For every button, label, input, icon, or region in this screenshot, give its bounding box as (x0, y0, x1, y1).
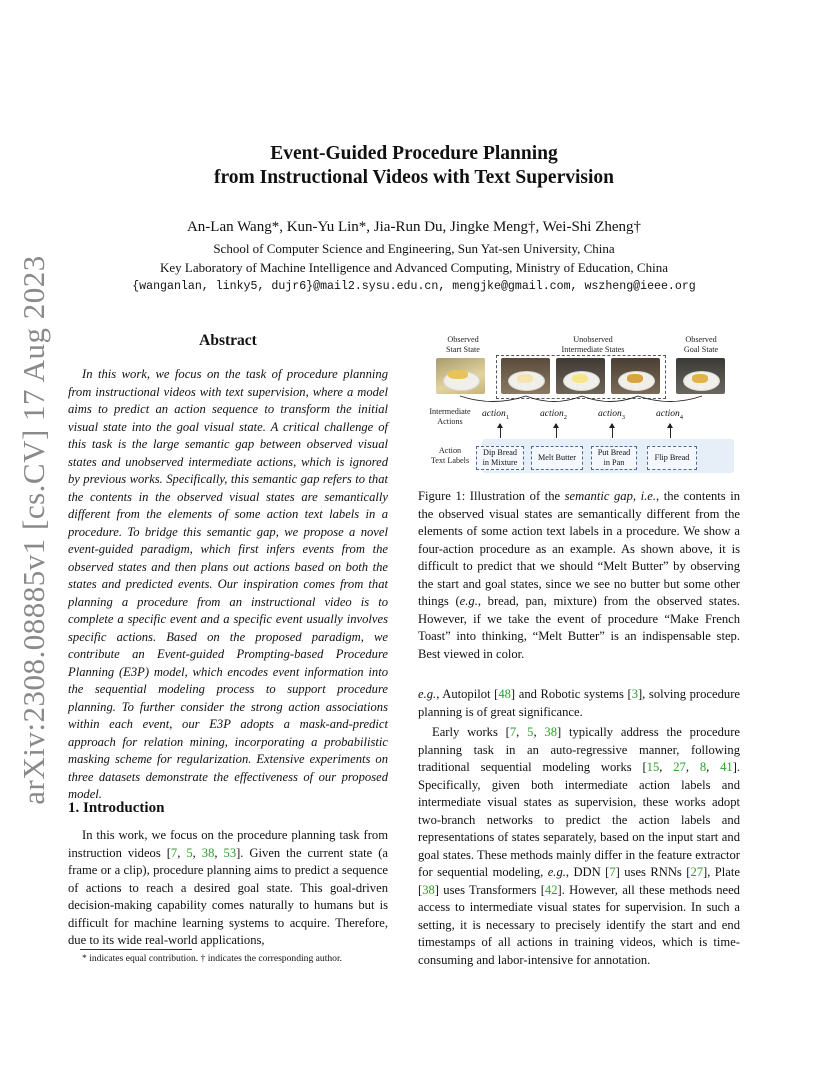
abstract-text: In this work, we focus on the task of procedure planning from instructional videos with text supervision, where a model aims to predict an action sequence to transform the initial visual state into the goal visual state. A critical challenge of this task is the large semantic gap between observed visual states and unobserved intermediate actions, which is ignored by previous works. Specifically, this semantic gap refers to that the contents in the observed visual states are semantically different from the elements of some action text labels in a procedure. To bridge this semantic gap, we propose a novel event-guided paradigm, which first infers events from the observed states and then plans out actions based on both the states and predicted events. Our inspiration comes from that planning a procedure from an instructional video is to complete a specific event and a specific event usually involves specific actions. Based on the proposed paradigm, we contribute an Event-guided Prompting-based Procedure Planning (E3P) model, which encodes event information into the sequential modeling process to support procedure planning. To further consider the strong action associations within each event, our E3P adopts a mask-and-predict approach for relation mining, incorporating a probabilistic masking scheme for regularization. Extensive experiments on three datasets demonstrate the effectiveness of our proposed model. (68, 367, 388, 801)
affiliation-2: Key Laboratory of Machine Intelligence and Advanced Computing, Ministry of Education, China (160, 260, 668, 275)
citation-link[interactable]: 7 (170, 845, 178, 860)
action-3-label: action$_3$ (598, 409, 625, 421)
intermediate-state-image-2 (556, 358, 605, 394)
text-label-melt-butter: Melt Butter (531, 446, 583, 470)
label-intermediate-states: Unobserved Intermediate States (561, 335, 625, 354)
citation-link[interactable]: 48 (498, 687, 511, 701)
action-arcs (418, 393, 740, 415)
arrow-up-icon (500, 424, 501, 438)
figure-1-caption: Figure 1: Illustration of the semantic gap, i.e., the contents in the observed visual states are semantically different from the elements of some action text labels in a procedure. We show a four-action procedure as an example. As shown above, it is difficult to predict that we should “Melt Butter” by observing the start and goal states, since we see no butter but some other things (e.g., bread, pan, mixture) from the observed states. However, if we take the event of procedure “Make French Toast” into thinking, “Melt Butter” is an indispensable step. Best viewed in color. (418, 489, 741, 661)
citation-link[interactable]: 5 (527, 725, 534, 739)
author-list: An-Lan Wang*, Kun-Yu Lin*, Jia-Run Du, Jingke Meng†, Wei-Shi Zheng† (186, 219, 642, 235)
action-2-label: action$_2$ (540, 409, 567, 421)
citation-link[interactable]: 15 (646, 760, 660, 774)
footnote-divider (80, 949, 192, 950)
action-4-label: action$_4$ (656, 409, 683, 421)
intermediate-state-image-1 (501, 358, 550, 394)
citation-link[interactable]: 7 (609, 865, 616, 879)
text-label-flip-bread: Flip Bread (647, 446, 697, 470)
arrow-up-icon (556, 424, 557, 438)
citation-link[interactable]: 38 (201, 845, 215, 860)
affiliation-1: School of Computer Science and Engineering, Sun Yat-sen University, China (213, 241, 615, 256)
label-start-state: Observed Start State (446, 335, 480, 354)
citation-link[interactable]: 38 (544, 725, 557, 739)
abstract-heading: Abstract (199, 332, 257, 349)
intermediate-state-image-3 (611, 358, 660, 394)
citation-link[interactable]: 8 (699, 760, 707, 774)
citation-link[interactable]: 53 (223, 845, 237, 860)
goal-state-image (676, 358, 725, 394)
citation-link[interactable]: 27 (673, 760, 686, 774)
arxiv-identifier: arXiv:2308.08885v1 [cs.CV] 17 Aug 2023 (16, 255, 51, 805)
paper-title-line-1: Event-Guided Procedure Planning (270, 143, 558, 164)
footnote: * indicates equal contribution. † indicates the corresponding author. (82, 953, 343, 964)
paper-title-line-2: from Instructional Videos with Text Supervision (214, 167, 614, 188)
introduction-heading: 1. Introduction (68, 800, 165, 816)
citation-link[interactable]: 5 (186, 845, 193, 860)
arrow-up-icon (612, 424, 613, 438)
text-label-dip-bread: Dip Bread in Mixture (476, 446, 524, 470)
citation-link[interactable]: 3 (631, 687, 638, 701)
start-state-image (436, 358, 485, 394)
arrow-up-icon (670, 424, 671, 438)
label-intermediate-actions: Intermediate Actions (429, 407, 471, 426)
action-1-label: action$_1$ (482, 409, 509, 421)
intro-paragraph: In this work, we focus on the procedure planning task from instruction videos [7, 5, 38, 53]. Given the current state (a frame or a clip), procedure planning aims to predict a sequence of actions to reach a desired goal state. This goal-driven decision-making capability comes naturally to humans but is difficult for machine learning systems to acquire. Therefore, due to its wide real-world applications, (68, 828, 389, 947)
citation-link[interactable]: 7 (509, 725, 517, 739)
text-label-put-bread: Put Bread in Pan (591, 446, 637, 470)
citation-link[interactable]: 38 (422, 882, 435, 897)
right-paragraph-2: Early works [7, 5, 38] typically address the procedure planning task in an auto-regressive manner, following traditional sequential modeling works [15, 27, 8, 41]. Specifically, given both intermediate action labels and intermediate visual states as supervision, these works adopt two-branch networks to predict the action labels and representations of states separately, based on the input start and goal states. These methods mainly differ in the feature extractor for sequential modeling, e.g., DDN [7] uses RNNs [27], Plate [38] uses Transformers [42]. However, all these methods need access to intermediate visual states for supervision. In such a setting, it is necessary to precisely identify the start and end timestamps of all actions in training videos, which is time-consuming and labor-intensive for annotation. (418, 725, 741, 967)
citation-link[interactable]: 41 (720, 760, 733, 774)
author-emails: {wanganlan, linky5, dujr6}@mail2.sysu.edu.cn, mengjke@gmail.com, wszheng@ieee.org (132, 280, 696, 293)
label-goal-state: Observed Goal State (683, 335, 719, 354)
right-paragraph-1: e.g., Autopilot [48] and Robotic systems [3], solving procedure planning is of great significance. (418, 687, 740, 719)
citation-link[interactable]: 42 (544, 882, 558, 897)
figure-1 (418, 333, 740, 478)
citation-link[interactable]: 27 (690, 865, 704, 879)
label-action-text-labels: Action Text Labels (430, 446, 470, 465)
